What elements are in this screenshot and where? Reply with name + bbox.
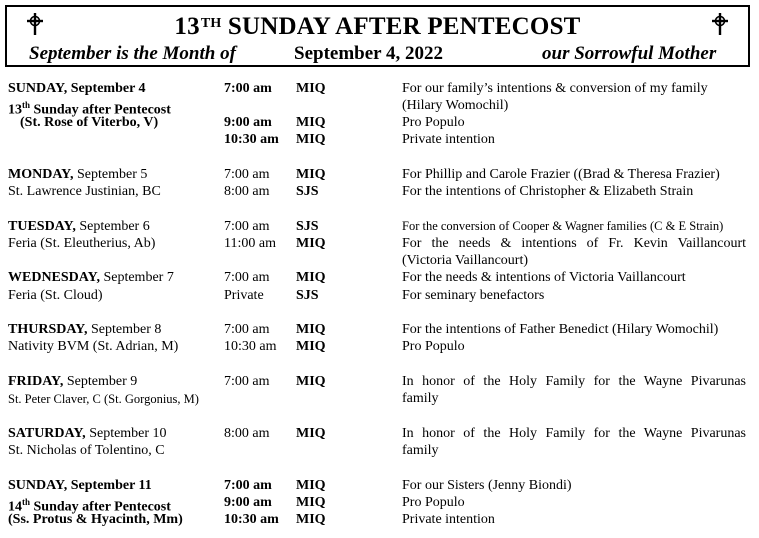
feast-name: St. Nicholas of Tolentino, C [8, 443, 165, 458]
mass-intention: For seminary benefactors [402, 288, 545, 303]
bulletin-date: September 4, 2022 [294, 43, 443, 64]
day-heading: SATURDAY, September 10 [8, 426, 167, 441]
mass-time: 10:30 am [224, 339, 277, 354]
feast-name: 14th Sunday after Pentecost [8, 497, 171, 515]
celebrant: MIQ [296, 132, 326, 147]
celtic-cross-icon [709, 12, 731, 36]
celebrant: MIQ [296, 81, 326, 96]
mass-intention: For the intentions of Father Benedict (Hilary Womochil) [402, 322, 719, 337]
feast-name: 13th Sunday after Pentecost [8, 100, 171, 118]
feast-name: St. Peter Claver, C (St. Gorgonius, M) [8, 392, 199, 406]
celebrant: SJS [296, 184, 319, 199]
mass-intention: For the needs & intentions of Victoria Vaillancourt [402, 270, 686, 285]
day-heading: WEDNESDAY, September 7 [8, 270, 174, 285]
mass-time: 11:00 am [224, 236, 276, 251]
feast-name: Feria (St. Cloud) [8, 288, 103, 303]
mass-intention: For our Sisters (Jenny Biondi) [402, 478, 572, 493]
celebrant: MIQ [296, 495, 326, 510]
mass-intention: Pro Populo [402, 495, 465, 510]
mass-intention-cont: family [402, 391, 439, 406]
mass-intention: For the intentions of Christopher & Elizabeth Strain [402, 184, 694, 199]
mass-intention: Private intention [402, 512, 495, 527]
mass-time: 10:30 am [224, 512, 279, 527]
mass-time: 9:00 am [224, 495, 272, 510]
month-label: September is the Month of [29, 43, 236, 64]
celebrant: MIQ [296, 512, 326, 527]
mass-time: 7:00 am [224, 167, 270, 182]
mass-intention: For Phillip and Carole Frazier ((Brad & Theresa Frazier) [402, 167, 720, 182]
mass-time: 7:00 am [224, 374, 270, 389]
day-heading: THURSDAY, September 8 [8, 322, 162, 337]
celebrant: SJS [296, 219, 319, 234]
mass-time: 7:00 am [224, 322, 270, 337]
celebrant: MIQ [296, 167, 326, 182]
day-heading: MONDAY, September 5 [8, 167, 148, 182]
saint-name: (St. Rose of Viterbo, V) [20, 115, 159, 130]
mass-time: 10:30 am [224, 132, 279, 147]
celebrant: MIQ [296, 236, 326, 251]
day-heading: TUESDAY, September 6 [8, 219, 150, 234]
feast-name: St. Lawrence Justinian, BC [8, 184, 161, 199]
saint-name: (Ss. Protus & Hyacinth, Mm) [8, 512, 183, 527]
day-heading: SUNDAY, September 11 [8, 478, 152, 493]
celebrant: MIQ [296, 115, 326, 130]
celebrant: MIQ [296, 478, 326, 493]
mass-intention: Pro Populo [402, 115, 465, 130]
mass-time: 8:00 am [224, 426, 270, 441]
day-heading: SUNDAY, September 4 [8, 81, 146, 96]
mass-time: 8:00 am [224, 184, 270, 199]
mass-intention: For the needs & intentions of Fr. Kevin Vaillancourt [402, 236, 746, 251]
mass-intention: Pro Populo [402, 339, 465, 354]
mass-intention: In honor of the Holy Family for the Wayne Pivarunas [402, 426, 746, 441]
celebrant: MIQ [296, 339, 326, 354]
mass-time: 7:00 am [224, 270, 270, 285]
mass-intention: For the conversion of Cooper & Wagner families (C & E Strain) [402, 219, 724, 233]
feast-name: Nativity BVM (St. Adrian, M) [8, 339, 179, 354]
month-dedication: our Sorrowful Mother [542, 43, 717, 64]
page-title: 13TH SUNDAY AFTER PENTECOST [174, 13, 581, 40]
mass-intention: Private intention [402, 132, 495, 147]
celebrant: MIQ [296, 374, 326, 389]
celebrant: MIQ [296, 270, 326, 285]
mass-intention: In honor of the Holy Family for the Wayne Pivarunas [402, 374, 746, 389]
feast-name: Feria (St. Eleutherius, Ab) [8, 236, 156, 251]
mass-time: 7:00 am [224, 219, 270, 234]
celebrant: SJS [296, 288, 319, 303]
mass-time: Private [224, 288, 264, 303]
mass-time: 7:00 am [224, 478, 272, 493]
bulletin-header [5, 5, 750, 67]
mass-time: 7:00 am [224, 81, 272, 96]
mass-intention-cont: family [402, 443, 439, 458]
mass-intention: For our family’s intentions & conversion of my family [402, 81, 708, 96]
celebrant: MIQ [296, 426, 326, 441]
day-heading: FRIDAY, September 9 [8, 374, 138, 389]
celebrant: MIQ [296, 322, 326, 337]
mass-intention-donor: (Hilary Womochil) [402, 98, 509, 113]
mass-time: 9:00 am [224, 115, 272, 130]
mass-intention-donor: (Victoria Vaillancourt) [402, 253, 529, 268]
